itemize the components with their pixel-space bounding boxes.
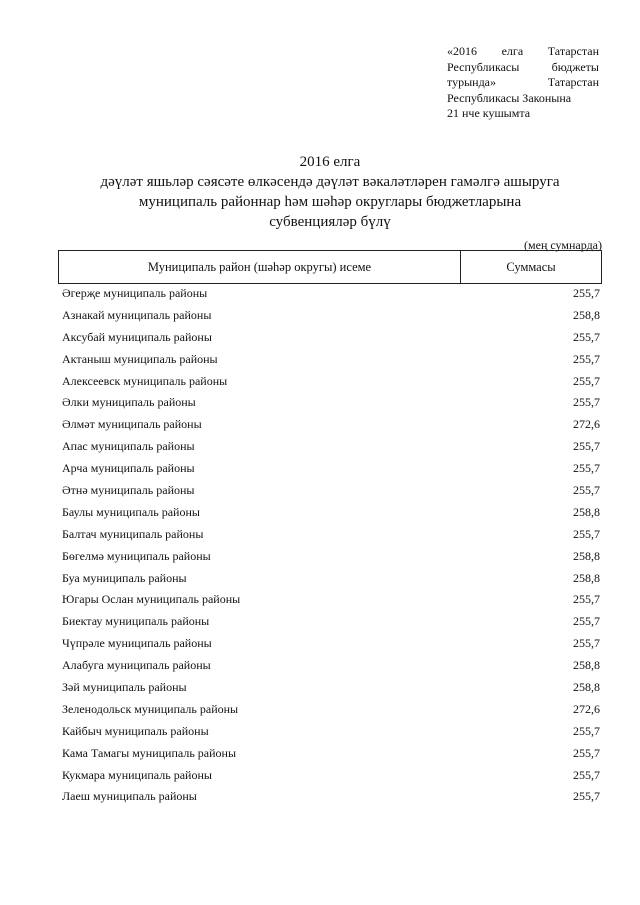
subvention-sum: 258,8 (573, 504, 600, 519)
subvention-sum: 258,8 (573, 658, 600, 673)
table-row (62, 527, 600, 549)
title-line: муниципаль районнар һәм шәһәр округлары бюджетларына (138, 194, 522, 210)
table-row (62, 592, 600, 614)
district-name: Аксубай муниципаль районы (62, 329, 212, 344)
table-row (62, 658, 600, 680)
table-row (62, 614, 600, 636)
table-row (62, 352, 600, 374)
table-row (62, 571, 600, 593)
annex-line: Республикасы Законына (447, 90, 572, 105)
district-name: Лаеш муниципаль районы (62, 789, 197, 804)
subvention-sum: 255,7 (573, 636, 600, 651)
district-name: Кама Тамагы муниципаль районы (62, 745, 237, 760)
table-row (62, 330, 600, 352)
table-row (62, 439, 600, 461)
district-name: Кукмара муниципаль районы (62, 767, 212, 782)
table-row (62, 308, 600, 330)
subvention-sum: 255,7 (573, 461, 600, 476)
district-name: Актаныш муниципаль районы (62, 351, 218, 366)
table-row (62, 724, 600, 746)
table-row (62, 636, 600, 658)
subvention-sum: 258,8 (573, 548, 600, 563)
table-row (62, 768, 600, 790)
district-name: Әгерҗе муниципаль районы (62, 286, 208, 300)
table-row (62, 417, 600, 439)
table-row (62, 680, 600, 702)
table-row (62, 374, 600, 396)
district-name: Чүпрәле муниципаль районы (62, 636, 212, 651)
table-header (58, 250, 602, 284)
subvention-sum: 255,7 (573, 789, 600, 804)
table-row (62, 746, 600, 768)
table-row (62, 461, 600, 483)
unit-note: (мең сумнарда) (524, 238, 602, 252)
subvention-sum: 255,7 (573, 723, 600, 738)
district-name: Югары Ослан муниципаль районы (62, 592, 241, 607)
title-line: субвенцияләр бүлү (269, 214, 391, 230)
district-name: Кайбыч муниципаль районы (62, 723, 209, 738)
district-name: Буа муниципаль районы (62, 570, 187, 585)
district-name: Бөгелмә муниципаль районы (62, 548, 211, 563)
title-line: 2016 елга (299, 154, 361, 170)
district-name: Балтач муниципаль районы (62, 526, 204, 541)
annex-line: «2016 елга Татарстан (447, 44, 599, 58)
district-name: Алексеевск муниципаль районы (62, 373, 228, 388)
annex-line: турында» Татарстан (447, 75, 599, 89)
table-row (62, 702, 600, 724)
district-name: Азнакай муниципаль районы (62, 307, 212, 322)
subvention-sum: 272,6 (573, 417, 600, 432)
subvention-sum: 255,7 (573, 351, 600, 366)
district-name: Әтнә муниципаль районы (62, 483, 195, 498)
table-body (62, 286, 600, 811)
subvention-sum: 255,7 (573, 439, 600, 454)
district-name: Арча муниципаль районы (62, 461, 195, 476)
subvention-sum: 255,7 (573, 395, 600, 410)
subvention-sum: 272,6 (573, 701, 600, 716)
subvention-sum: 255,7 (573, 745, 600, 760)
subvention-sum: 255,7 (573, 614, 600, 629)
subvention-sum: 255,7 (573, 526, 600, 541)
table-row (62, 789, 600, 811)
subvention-sum: 255,7 (573, 286, 600, 300)
subvention-sum: 255,7 (573, 767, 600, 782)
subvention-sum: 258,8 (573, 680, 600, 695)
document-title (60, 152, 600, 232)
annex-line: 21 нче кушымта (447, 106, 531, 120)
subvention-sum: 255,7 (573, 483, 600, 498)
table-row (62, 395, 600, 417)
district-name: Зәй муниципаль районы (62, 680, 187, 695)
annex-line: Республикасы бюджеты (447, 59, 599, 74)
title-line: дәүләт яшьләр сәясәте өлкәсендә дәүләт вәкаләтләрен гамәлгә ашыруга (100, 174, 560, 190)
district-name: Әлки муниципаль районы (62, 395, 196, 410)
subvention-sum: 255,7 (573, 592, 600, 607)
subvention-sum: 258,8 (573, 570, 600, 585)
district-name: Баулы муниципаль районы (62, 504, 200, 519)
header-sum: Суммасы (506, 259, 556, 274)
table-row (62, 549, 600, 571)
table-row (62, 505, 600, 527)
district-name: Апас муниципаль районы (62, 439, 195, 454)
district-name: Әлмәт муниципаль районы (62, 417, 202, 432)
district-name: Алабуга муниципаль районы (62, 658, 211, 673)
subvention-sum: 255,7 (573, 329, 600, 344)
district-name: Биектау муниципаль районы (62, 614, 210, 629)
subvention-sum: 255,7 (573, 373, 600, 388)
annex-reference (447, 44, 599, 122)
table-row (62, 286, 600, 308)
header-name: Муниципаль район (шәһәр округы) исеме (59, 251, 461, 283)
subvention-sum: 258,8 (573, 307, 600, 322)
district-name: Зеленодольск муниципаль районы (62, 701, 239, 716)
table-row (62, 483, 600, 505)
